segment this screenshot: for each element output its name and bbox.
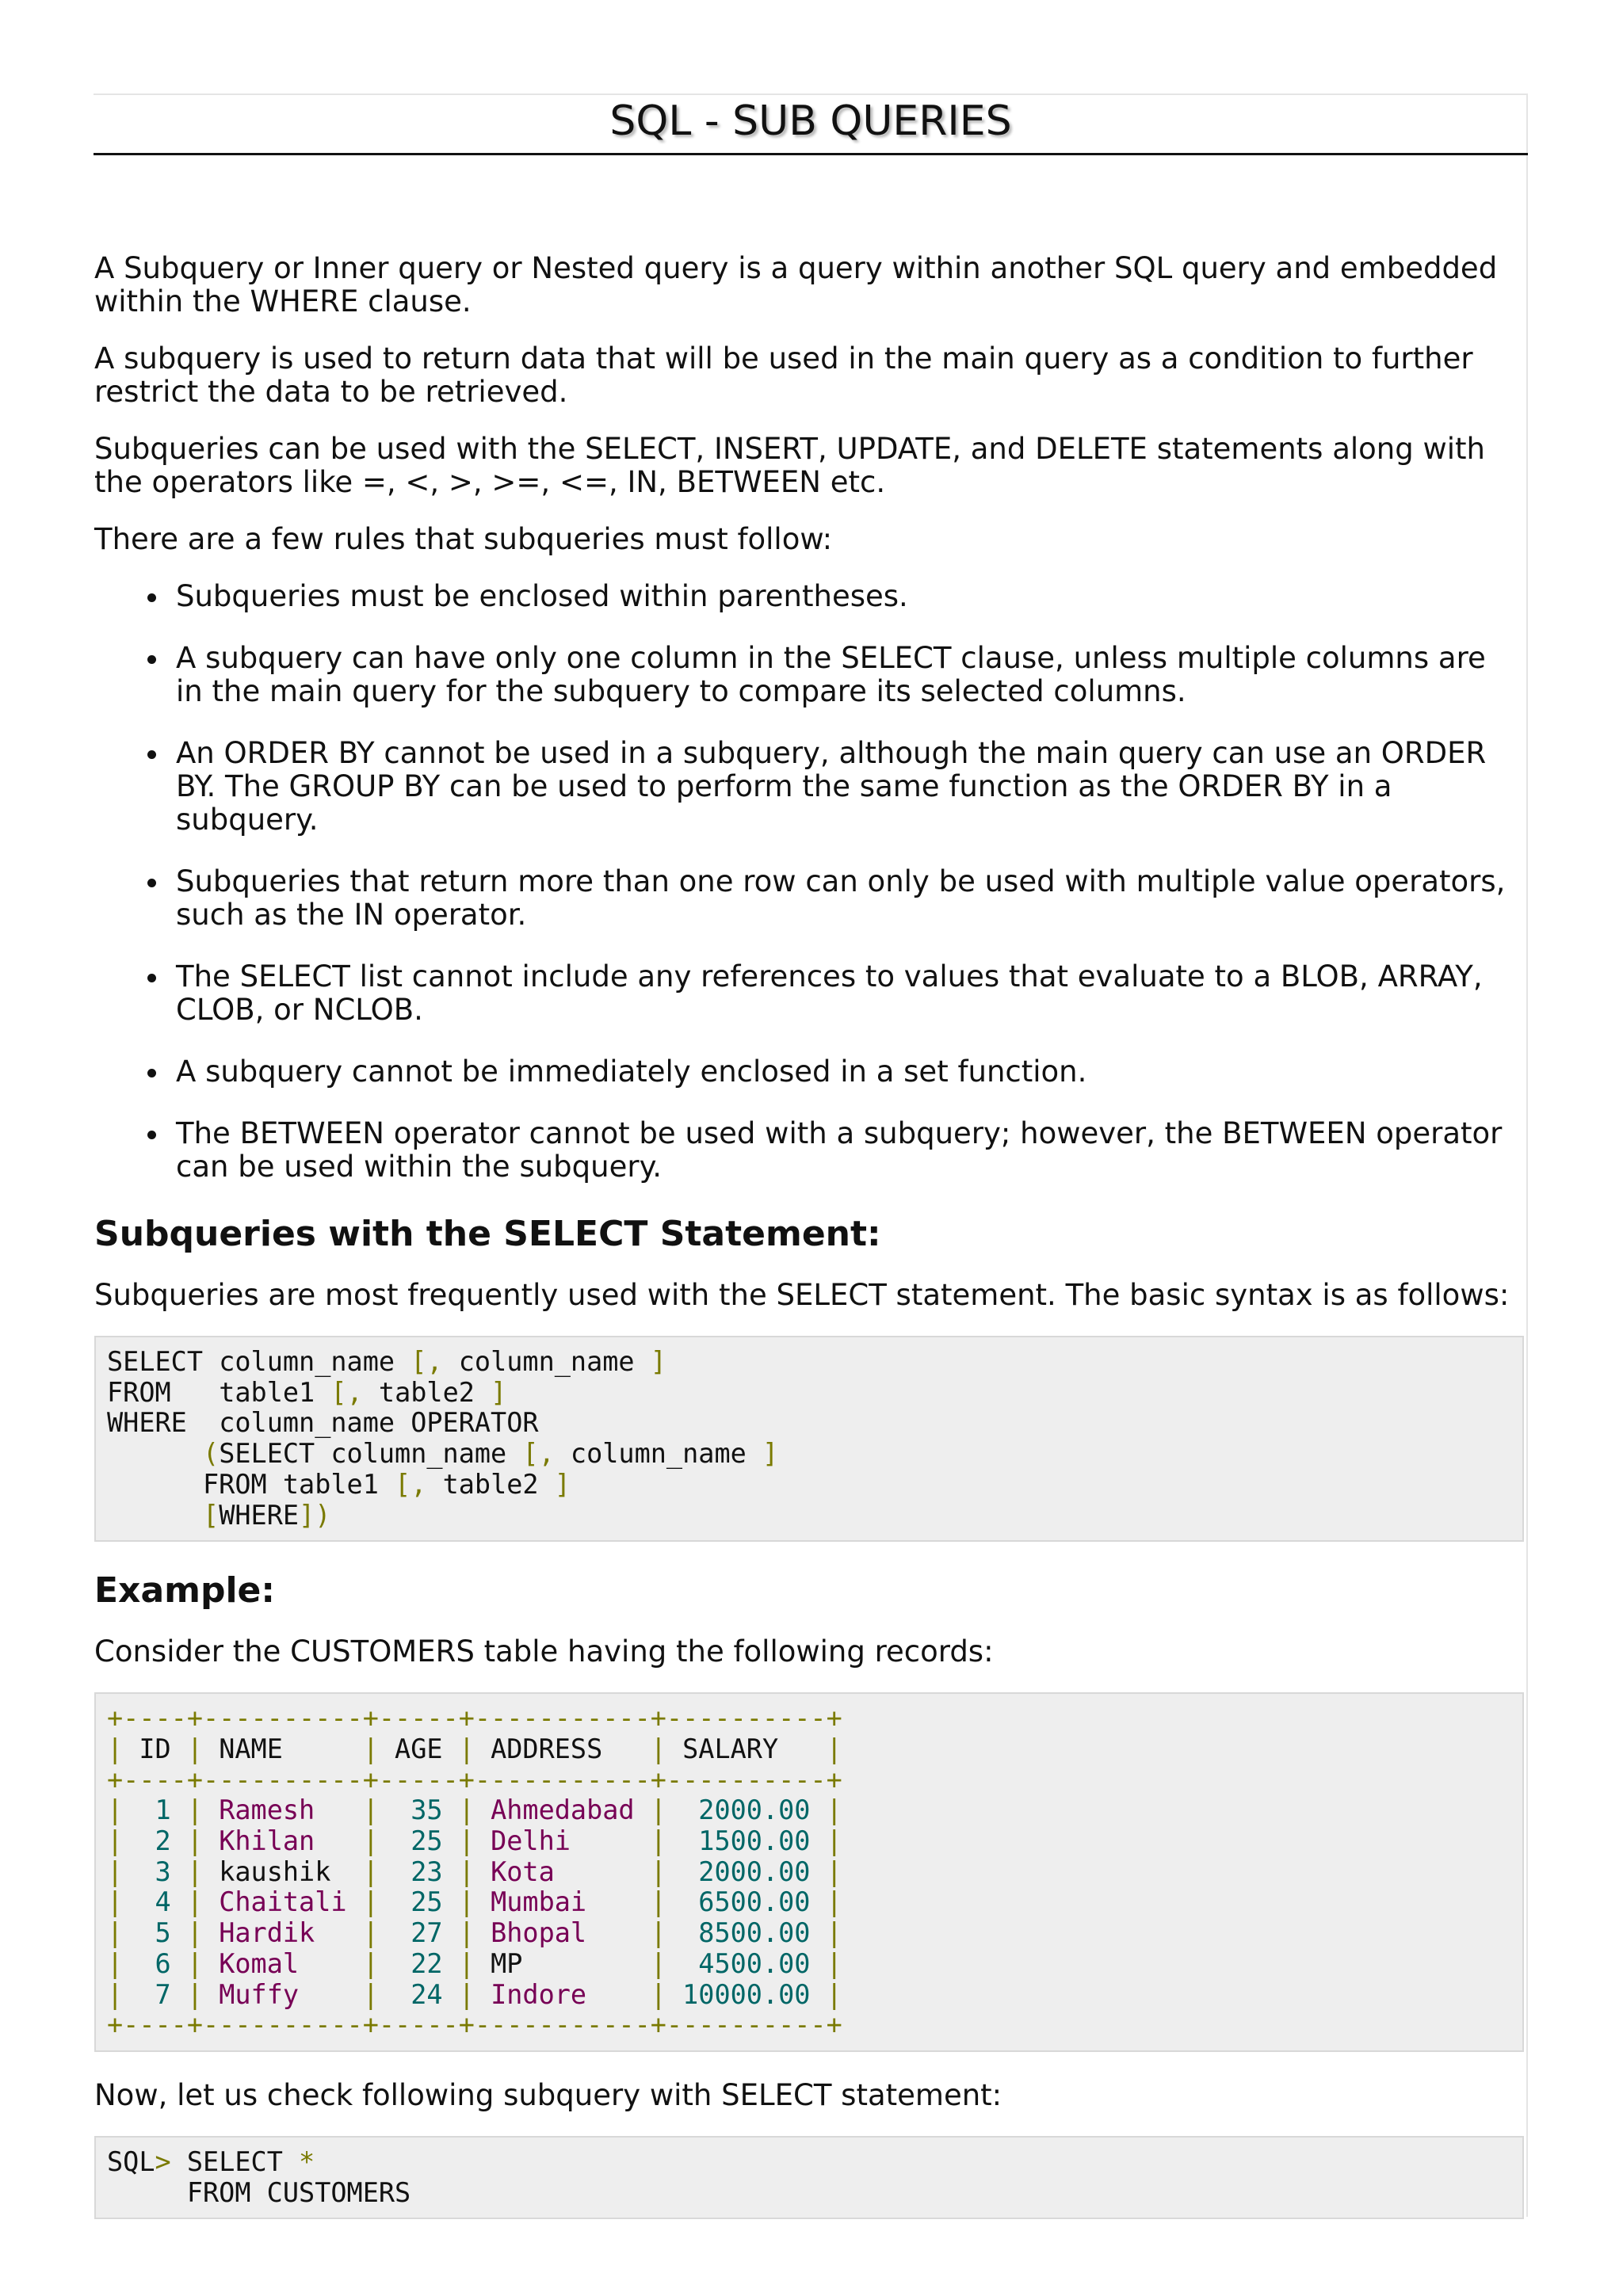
table-cell: 25 — [378, 1825, 459, 1857]
table-cell: 8500.00 — [666, 1917, 827, 1949]
table-cell: Kota — [474, 1855, 651, 1887]
table-cell: 23 — [378, 1855, 459, 1887]
table-header-cell: SALARY — [666, 1733, 827, 1764]
table-cell: 25 — [378, 1886, 459, 1918]
table-cell: 4500.00 — [666, 1947, 827, 1979]
bullet-icon — [147, 593, 156, 602]
table-cell: Mumbai — [474, 1886, 651, 1918]
query-code-block: SQL> SELECT * FROM CUSTOMERS — [94, 2136, 1524, 2219]
table-cell: 7 — [123, 1978, 187, 2010]
intro-paragraph: A Subquery or Inner query or Nested query is a query within another SQL query and embedded within the WHERE clause. — [94, 251, 1498, 318]
table-cell: 2 — [123, 1825, 187, 1857]
table-cell: Ahmedabad — [474, 1794, 651, 1826]
list-item: A subquery can have only one column in the SELECT clause, unless multiple columns are in the main query for the subquery to compare its selected columns. — [176, 642, 1521, 708]
table-header-cell: ID — [123, 1733, 187, 1764]
table-cell: 22 — [378, 1947, 459, 1979]
table-border: +----+----------+-----+-----------+----------+ — [107, 2009, 842, 2041]
table-cell: Indore — [474, 1978, 651, 2010]
table-cell: 1 — [123, 1794, 187, 1826]
list-item: The BETWEEN operator cannot be used with a subquery; however, the BETWEEN operator can be used within the subquery. — [176, 1117, 1521, 1184]
example-text: Consider the CUSTOMERS table having the following records: — [94, 1634, 994, 1669]
followup-text: Now, let us check following subquery with SELECT statement: — [94, 2077, 1002, 2112]
table-cell: 27 — [378, 1917, 459, 1949]
table-cell: Bhopal — [474, 1917, 651, 1949]
table-cell: 5 — [123, 1917, 187, 1949]
customers-table-block: +----+----------+-----+-----------+----------+ | ID | NAME | AGE | ADDRESS | SALARY | +----+----------+-----+-----------+----------+ | 1 | Ramesh | 35 | Ahmedabad | 2000.00 | | 2 | Khilan | 25 | Delhi | 1500.00 | | 3 | kaushik | 23 | Kota | 2000.00 | | 4 | Chaitali | 25 | Mumbai | 6500.00 | | 5 | Hardik | 27 | Bhopal | 8500.00 | | 6 | Komal | 22 | MP | 4500.00 | | 7 | Muffy | 24 | Indore | 10000.00 | +----+----------+-----+-----------+----------+ — [94, 1692, 1524, 2052]
table-cell: Delhi — [474, 1825, 651, 1857]
section-text: Subqueries are most frequently used with the SELECT statement. The basic syntax is as follows: — [94, 1278, 1510, 1312]
table-cell: 1500.00 — [666, 1825, 827, 1857]
list-item: A subquery cannot be immediately enclosed in a set function. — [176, 1055, 1521, 1089]
table-border: +----+----------+-----+-----------+----------+ — [107, 1703, 842, 1734]
list-item: Subqueries must be enclosed within parentheses. — [176, 580, 1521, 613]
list-item: An ORDER BY cannot be used in a subquery, although the main query can use an ORDER BY. The GROUP BY can be used to perform the same function as the ORDER BY in a subquery. — [176, 737, 1521, 837]
intro-paragraph: Subqueries can be used with the SELECT, INSERT, UPDATE, and DELETE statements along with the operators like =, <, >, >=, <=, IN, BETWEEN etc. — [94, 432, 1486, 499]
bullet-icon — [147, 974, 156, 982]
main-content — [94, 252, 1521, 2246]
bullet-icon — [147, 1069, 156, 1077]
bullet-icon — [147, 879, 156, 887]
section-heading-example: Example: — [94, 1570, 275, 1611]
section-heading-select: Subqueries with the SELECT Statement: — [94, 1214, 881, 1254]
table-cell: 10000.00 — [666, 1978, 827, 2010]
table-header-cell: ADDRESS — [474, 1733, 651, 1764]
table-cell: 2000.00 — [666, 1794, 827, 1826]
intro-paragraph: A subquery is used to return data that will be used in the main query as a condition to further restrict the data to be retrieved. — [94, 341, 1473, 409]
rules-list — [94, 580, 1521, 1184]
table-cell: Hardik — [203, 1917, 363, 1949]
table-cell: 4 — [123, 1886, 187, 1918]
table-cell: Khilan — [203, 1825, 363, 1857]
bullet-icon — [147, 655, 156, 664]
list-item: The SELECT list cannot include any references to values that evaluate to a BLOB, ARRAY, CLOB, or NCLOB. — [176, 960, 1521, 1027]
page-title: SQL - SUB QUERIES — [94, 93, 1528, 155]
table-cell: MP — [474, 1947, 651, 1979]
table-cell: 2000.00 — [666, 1855, 827, 1887]
list-item: Subqueries that return more than one row can only be used with multiple value operators, such as the IN operator. — [176, 865, 1521, 932]
table-cell: Komal — [203, 1947, 363, 1979]
table-cell: 6 — [123, 1947, 187, 1979]
table-cell: Ramesh — [203, 1794, 363, 1826]
table-cell: 3 — [123, 1855, 187, 1887]
bullet-icon — [147, 1131, 156, 1139]
table-cell: 35 — [378, 1794, 459, 1826]
intro-paragraph: There are a few rules that subqueries must follow: — [94, 522, 833, 556]
table-border: +----+----------+-----+-----------+----------+ — [107, 1764, 842, 1795]
table-cell: Muffy — [203, 1978, 363, 2010]
table-cell: 6500.00 — [666, 1886, 827, 1918]
table-cell: 24 — [378, 1978, 459, 2010]
table-cell: Chaitali — [203, 1886, 363, 1918]
table-header-cell: AGE — [378, 1733, 459, 1764]
table-header-cell: NAME — [203, 1733, 363, 1764]
syntax-code-block: SELECT column_name [, column_name ] FROM table1 [, table2 ] WHERE column_name OPERATOR (SELECT column_name [, column_name ] FROM table1 [, table2 ] [WHERE]) — [94, 1336, 1524, 1542]
table-cell: kaushik — [203, 1855, 363, 1887]
bullet-icon — [147, 750, 156, 759]
